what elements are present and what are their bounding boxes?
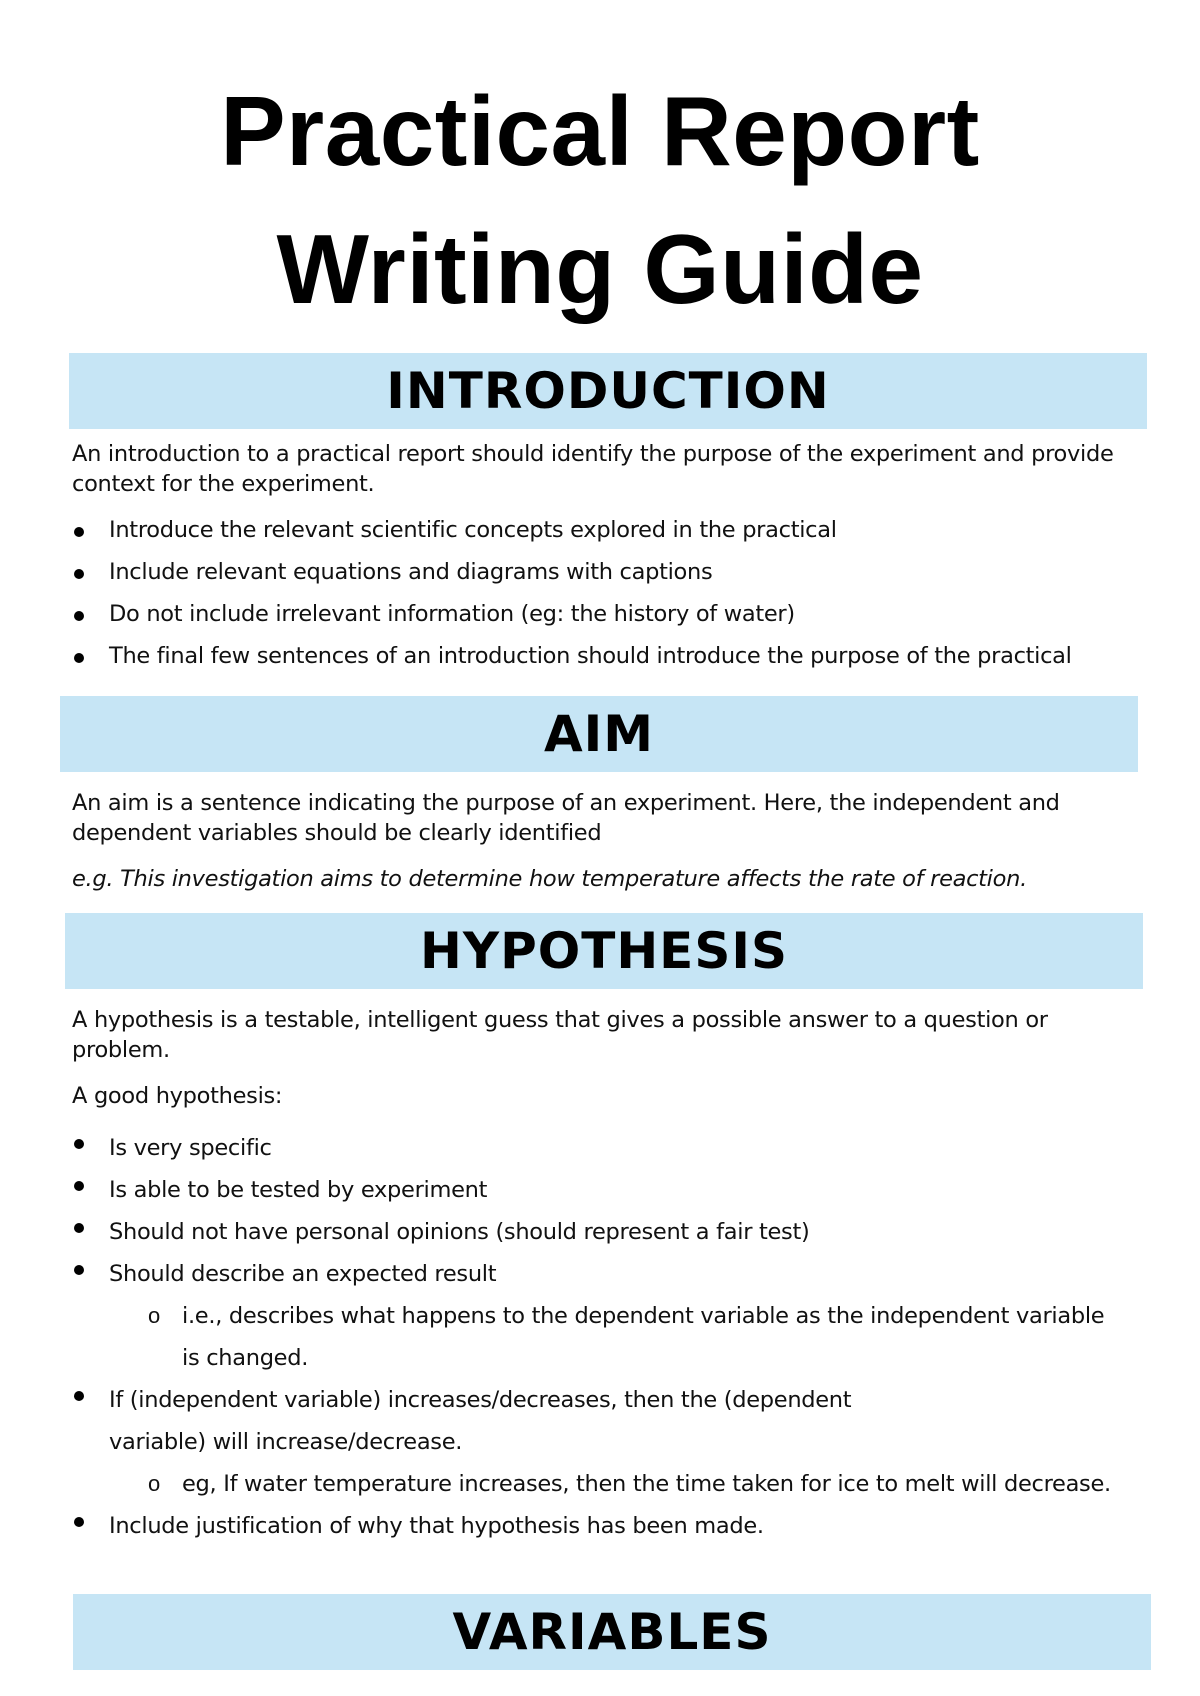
section-heading-hypothesis [65, 913, 1143, 989]
aim-example-prefix: e.g. [72, 866, 121, 892]
aim-paragraph: An aim is a sentence indicating the purpose of an experiment. Here, the independent and dependent variables should be clearly identified [72, 790, 1060, 846]
list-item: If (independent variable) increases/decreases, then the (dependent variable) will increase/decrease. [72, 1379, 1142, 1463]
section-heading-introduction [69, 353, 1147, 429]
page-title [0, 62, 1200, 338]
section-heading-aim [60, 696, 1138, 772]
introduction-bullet-list [72, 515, 1132, 671]
list-item: The final few sentences of an introduction should introduce the purpose of the practical [72, 641, 1132, 671]
variables-heading: VARIABLES [452, 1603, 772, 1661]
hypothesis-paragraph: A hypothesis is a testable, intelligent guess that gives a possible answer to a question or problem. [72, 1007, 1048, 1063]
list-item: Should describe an expected result [72, 1253, 1142, 1295]
aim-example-text: This investigation aims to determine how temperature affects the rate of reaction. [120, 866, 1027, 892]
list-item: Include justification of why that hypothesis has been made. [72, 1505, 1142, 1547]
hypothesis-lead: A good hypothesis: [72, 1083, 283, 1109]
list-item: Introduce the relevant scientific concepts explored in the practical [72, 515, 1132, 545]
section-heading-variables [73, 1594, 1151, 1670]
list-item: Should not have personal opinions (should represent a fair test) [72, 1211, 1142, 1253]
aim-example [72, 864, 1132, 894]
sub-list-item: o i.e., describes what happens to the dependent variable as the independent variable is changed. [72, 1295, 1142, 1379]
introduction-heading: INTRODUCTION [386, 362, 830, 420]
title-line-1: Practical Report [220, 76, 980, 186]
hypothesis-bullet-list [72, 1127, 1142, 1547]
aim-heading: AIM [543, 705, 655, 763]
list-item: Is very specific [72, 1127, 1142, 1169]
title-line-2: Writing Guide [276, 214, 924, 324]
introduction-body [72, 439, 1132, 671]
list-item: Do not include irrelevant information (eg: the history of water) [72, 599, 1132, 629]
hypothesis-heading: HYPOTHESIS [420, 922, 788, 980]
sub-list-item: o eg, If water temperature increases, then the time taken for ice to melt will decrease. [72, 1463, 1142, 1505]
list-item: Include relevant equations and diagrams with captions [72, 557, 1132, 587]
hypothesis-body [72, 1005, 1142, 1547]
introduction-paragraph: An introduction to a practical report should identify the purpose of the experiment and provide context for the experiment. [72, 441, 1114, 497]
list-item: Is able to be tested by experiment [72, 1169, 1142, 1211]
aim-body [72, 788, 1132, 894]
